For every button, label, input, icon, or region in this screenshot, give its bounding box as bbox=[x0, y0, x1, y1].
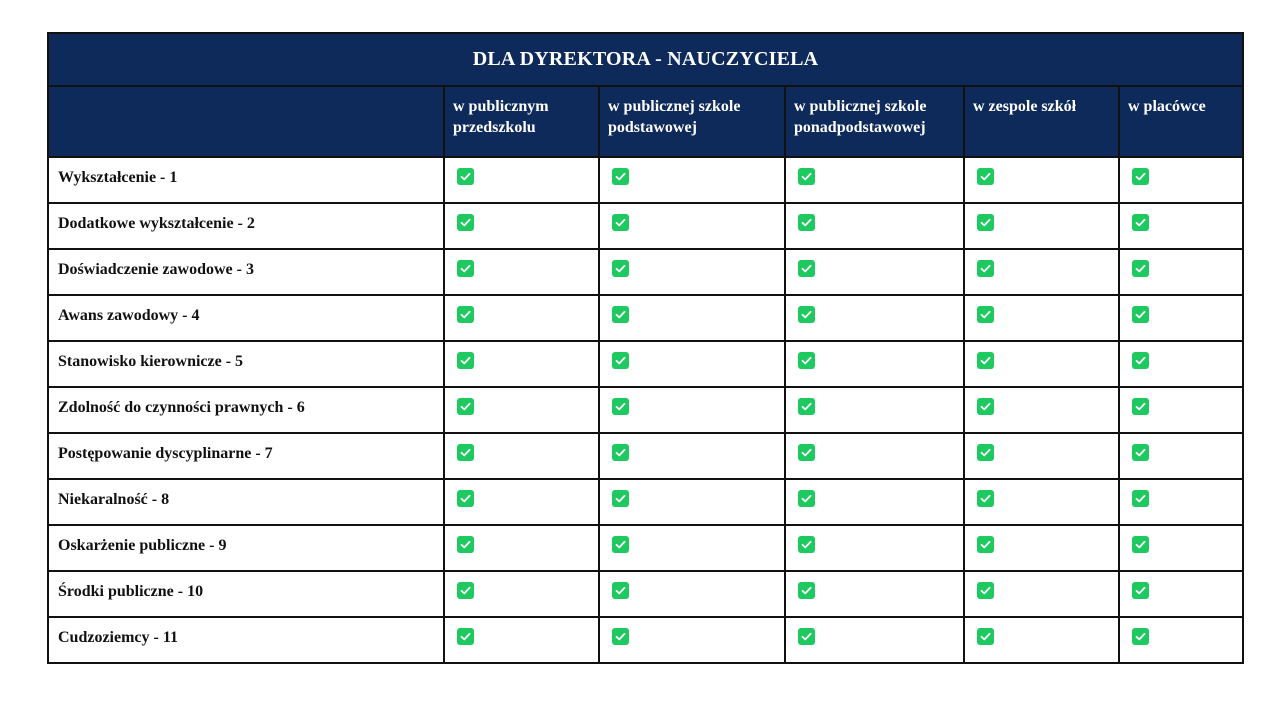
check-cell bbox=[599, 525, 785, 571]
row-label: Cudzoziemcy - 11 bbox=[48, 617, 444, 663]
check-cell bbox=[444, 387, 599, 433]
check-cell bbox=[599, 433, 785, 479]
checkbox-checked-icon bbox=[1132, 536, 1149, 553]
check-cell bbox=[785, 203, 964, 249]
check-cell bbox=[785, 249, 964, 295]
checkbox-checked-icon bbox=[977, 168, 994, 185]
checkbox-checked-icon bbox=[457, 352, 474, 369]
checkbox-checked-icon bbox=[457, 398, 474, 415]
check-cell bbox=[599, 387, 785, 433]
checkbox-checked-icon bbox=[1132, 490, 1149, 507]
checkbox-checked-icon bbox=[977, 352, 994, 369]
checkbox-checked-icon bbox=[798, 582, 815, 599]
checkbox-checked-icon bbox=[1132, 352, 1149, 369]
row-label: Stanowisko kierownicze - 5 bbox=[48, 341, 444, 387]
corner-header-cell bbox=[48, 86, 444, 157]
checkbox-checked-icon bbox=[798, 536, 815, 553]
check-cell bbox=[1119, 157, 1243, 203]
checkbox-checked-icon bbox=[457, 490, 474, 507]
check-cell bbox=[964, 617, 1119, 663]
table-row bbox=[48, 341, 1243, 387]
checkbox-checked-icon bbox=[457, 536, 474, 553]
row-label: Oskarżenie publiczne - 9 bbox=[48, 525, 444, 571]
checkbox-checked-icon bbox=[798, 398, 815, 415]
check-cell bbox=[964, 433, 1119, 479]
check-cell bbox=[785, 479, 964, 525]
check-cell bbox=[964, 295, 1119, 341]
checkbox-checked-icon bbox=[612, 214, 629, 231]
column-header-placowka: w placówce bbox=[1119, 86, 1243, 157]
check-cell bbox=[599, 341, 785, 387]
check-cell bbox=[444, 525, 599, 571]
check-cell bbox=[444, 479, 599, 525]
check-cell bbox=[599, 295, 785, 341]
checkbox-checked-icon bbox=[977, 536, 994, 553]
checkbox-checked-icon bbox=[798, 444, 815, 461]
check-cell bbox=[785, 341, 964, 387]
checkbox-checked-icon bbox=[1132, 260, 1149, 277]
checkbox-checked-icon bbox=[977, 628, 994, 645]
checkbox-checked-icon bbox=[1132, 444, 1149, 461]
checkbox-checked-icon bbox=[977, 306, 994, 323]
checkbox-checked-icon bbox=[457, 582, 474, 599]
check-cell bbox=[444, 157, 599, 203]
table-row bbox=[48, 525, 1243, 571]
check-cell bbox=[444, 249, 599, 295]
row-label: Awans zawodowy - 4 bbox=[48, 295, 444, 341]
table-row bbox=[48, 157, 1243, 203]
checkbox-checked-icon bbox=[1132, 628, 1149, 645]
check-cell bbox=[444, 341, 599, 387]
row-label: Wykształcenie - 1 bbox=[48, 157, 444, 203]
checkbox-checked-icon bbox=[612, 306, 629, 323]
checkbox-checked-icon bbox=[977, 444, 994, 461]
checkbox-checked-icon bbox=[798, 260, 815, 277]
checkbox-checked-icon bbox=[977, 582, 994, 599]
check-cell bbox=[1119, 617, 1243, 663]
table-row bbox=[48, 479, 1243, 525]
checkbox-checked-icon bbox=[798, 306, 815, 323]
table-row bbox=[48, 571, 1243, 617]
table-title: DLA DYREKTORA - NAUCZYCIELA bbox=[48, 33, 1243, 86]
check-cell bbox=[785, 157, 964, 203]
checkbox-checked-icon bbox=[612, 260, 629, 277]
checkbox-checked-icon bbox=[1132, 582, 1149, 599]
row-label: Doświadczenie zawodowe - 3 bbox=[48, 249, 444, 295]
checkbox-checked-icon bbox=[457, 444, 474, 461]
checkbox-checked-icon bbox=[457, 628, 474, 645]
check-cell bbox=[1119, 387, 1243, 433]
column-header-row bbox=[48, 86, 1243, 157]
check-cell bbox=[785, 617, 964, 663]
check-cell bbox=[964, 525, 1119, 571]
row-label: Środki publiczne - 10 bbox=[48, 571, 444, 617]
check-cell bbox=[964, 157, 1119, 203]
table-row bbox=[48, 249, 1243, 295]
checkbox-checked-icon bbox=[457, 260, 474, 277]
column-header-zespol-szkol: w zespole szkół bbox=[964, 86, 1119, 157]
check-cell bbox=[1119, 433, 1243, 479]
checkbox-checked-icon bbox=[457, 214, 474, 231]
check-cell bbox=[444, 203, 599, 249]
row-label: Dodatkowe wykształcenie - 2 bbox=[48, 203, 444, 249]
checkbox-checked-icon bbox=[612, 398, 629, 415]
checkbox-checked-icon bbox=[612, 582, 629, 599]
check-cell bbox=[785, 571, 964, 617]
checkbox-checked-icon bbox=[1132, 214, 1149, 231]
checkbox-checked-icon bbox=[612, 444, 629, 461]
table-title-row bbox=[48, 33, 1243, 86]
checkbox-checked-icon bbox=[798, 168, 815, 185]
check-cell bbox=[1119, 203, 1243, 249]
check-cell bbox=[444, 571, 599, 617]
checkbox-checked-icon bbox=[977, 490, 994, 507]
checkbox-checked-icon bbox=[612, 168, 629, 185]
checkbox-checked-icon bbox=[1132, 306, 1149, 323]
check-cell bbox=[1119, 295, 1243, 341]
check-cell bbox=[964, 479, 1119, 525]
check-cell bbox=[964, 249, 1119, 295]
check-cell bbox=[1119, 571, 1243, 617]
table-row bbox=[48, 433, 1243, 479]
checkbox-checked-icon bbox=[798, 628, 815, 645]
table-row bbox=[48, 617, 1243, 663]
check-cell bbox=[599, 249, 785, 295]
checkbox-checked-icon bbox=[977, 214, 994, 231]
check-cell bbox=[964, 571, 1119, 617]
requirements-table-container bbox=[47, 32, 1242, 664]
column-header-szkola-podstawowa: w publicznej szkole podstawowej bbox=[599, 86, 785, 157]
check-cell bbox=[599, 617, 785, 663]
check-cell bbox=[1119, 341, 1243, 387]
table-body bbox=[48, 157, 1243, 663]
checkbox-checked-icon bbox=[798, 352, 815, 369]
row-label: Niekaralność - 8 bbox=[48, 479, 444, 525]
row-label: Zdolność do czynności prawnych - 6 bbox=[48, 387, 444, 433]
checkbox-checked-icon bbox=[798, 490, 815, 507]
checkbox-checked-icon bbox=[977, 260, 994, 277]
check-cell bbox=[785, 387, 964, 433]
check-cell bbox=[444, 617, 599, 663]
check-cell bbox=[599, 571, 785, 617]
check-cell bbox=[599, 157, 785, 203]
check-cell bbox=[785, 433, 964, 479]
checkbox-checked-icon bbox=[612, 490, 629, 507]
table-row bbox=[48, 203, 1243, 249]
checkbox-checked-icon bbox=[977, 398, 994, 415]
column-header-szkola-ponadpodstawowa: w publicznej szkole ponadpodstawowej bbox=[785, 86, 964, 157]
table-row bbox=[48, 295, 1243, 341]
check-cell bbox=[964, 387, 1119, 433]
table-row bbox=[48, 387, 1243, 433]
check-cell bbox=[1119, 249, 1243, 295]
requirements-table bbox=[47, 32, 1244, 664]
checkbox-checked-icon bbox=[1132, 168, 1149, 185]
checkbox-checked-icon bbox=[798, 214, 815, 231]
check-cell bbox=[964, 341, 1119, 387]
check-cell bbox=[1119, 525, 1243, 571]
check-cell bbox=[599, 203, 785, 249]
check-cell bbox=[785, 295, 964, 341]
column-header-przedszkole: w publicznym przedszkolu bbox=[444, 86, 599, 157]
check-cell bbox=[444, 295, 599, 341]
check-cell bbox=[964, 203, 1119, 249]
check-cell bbox=[785, 525, 964, 571]
checkbox-checked-icon bbox=[457, 306, 474, 323]
check-cell bbox=[599, 479, 785, 525]
row-label: Postępowanie dyscyplinarne - 7 bbox=[48, 433, 444, 479]
checkbox-checked-icon bbox=[612, 352, 629, 369]
checkbox-checked-icon bbox=[612, 628, 629, 645]
checkbox-checked-icon bbox=[1132, 398, 1149, 415]
checkbox-checked-icon bbox=[457, 168, 474, 185]
check-cell bbox=[444, 433, 599, 479]
checkbox-checked-icon bbox=[612, 536, 629, 553]
check-cell bbox=[1119, 479, 1243, 525]
